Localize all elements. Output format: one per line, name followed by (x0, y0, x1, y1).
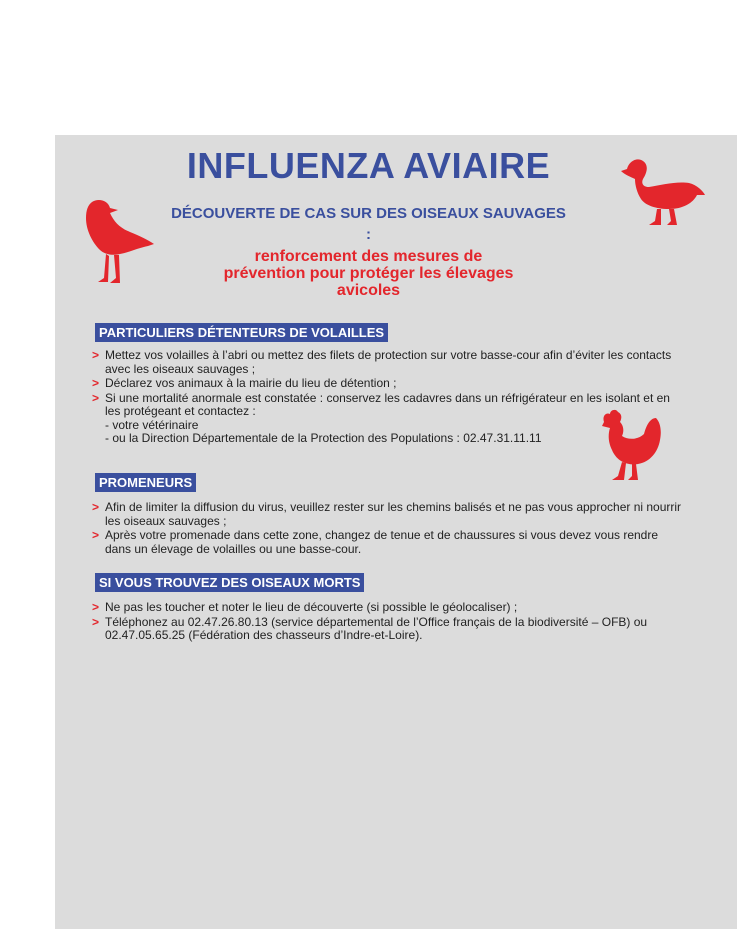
section-header-promeneurs: PROMENEURS (95, 473, 196, 492)
bullet-icon: > (92, 614, 100, 629)
lead-line: renforcement des mesures de (254, 248, 483, 265)
section-header-oiseaux-morts: SI VOUS TROUVEZ DES OISEAUX MORTS (95, 573, 364, 592)
list-particuliers (92, 349, 687, 447)
list-item: > Téléphonez au 02.47.26.80.13 (service départemental de l’Office français de la biodiversité – OFB) ou 02.47.05.65.25 (Fédération des chasseurs d’Indre-et-Loire). (92, 614, 648, 642)
lead-line: prévention pour protéger les élevages (223, 265, 514, 282)
page-subtitle: DÉCOUVERTE DE CAS SUR DES OISEAUX SAUVAGES (171, 205, 566, 222)
list-oiseaux-morts (92, 601, 687, 644)
list-item: > Afin de limiter la diffusion du virus, veuillez rester sur les chemins balisés et ne pas vous approcher ni nourrir les oiseaux sauvages ; (92, 500, 682, 528)
bullet-icon: > (92, 390, 100, 405)
bullet-icon: > (92, 528, 100, 542)
list-item: > Ne pas les toucher et noter le lieu de découverte (si possible le géolocaliser) ; (92, 600, 518, 614)
bullet-icon: > (92, 376, 100, 390)
list-promeneurs (92, 501, 687, 557)
bullet-icon: > (92, 500, 100, 514)
bullet-icon: > (92, 600, 100, 614)
sub-item: - votre vétérinaire (105, 417, 199, 432)
list-item: > Après votre promenade dans cette zone, changez de tenue et de chaussures si vous devez vous rendre dans un élevage de volailles ou une basse-cour. (92, 528, 659, 556)
lead-line: avicoles (336, 282, 401, 299)
list-item: > Si une mortalité anormale est constatée : conservez les cadavres dans un réfrigérateur en les isolant et en les protégeant et contactez : - votre vétérinaire - ou la Direction Départementale de la Protection des Populations : 02.47.31.11.11 (92, 392, 687, 446)
sub-item: - ou la Direction Départementale de la Protection des Populations : 02.47.31.11.11 (105, 431, 542, 445)
section-header-particuliers: PARTICULIERS DÉTENTEURS DE VOLAILLES (95, 323, 388, 342)
page-title: INFLUENZA AVIAIRE (186, 145, 551, 186)
subtitle-colon: : (366, 226, 371, 243)
bullet-icon: > (92, 348, 100, 362)
list-item: > Mettez vos volailles à l’abri ou mettez des filets de protection sur votre basse-cour afin d’éviter les contacts avec les oiseaux sauvages ; (92, 348, 672, 376)
list-item: > Déclarez vos animaux à la mairie du lieu de détention ; (92, 376, 397, 390)
lead-text (0, 248, 737, 299)
